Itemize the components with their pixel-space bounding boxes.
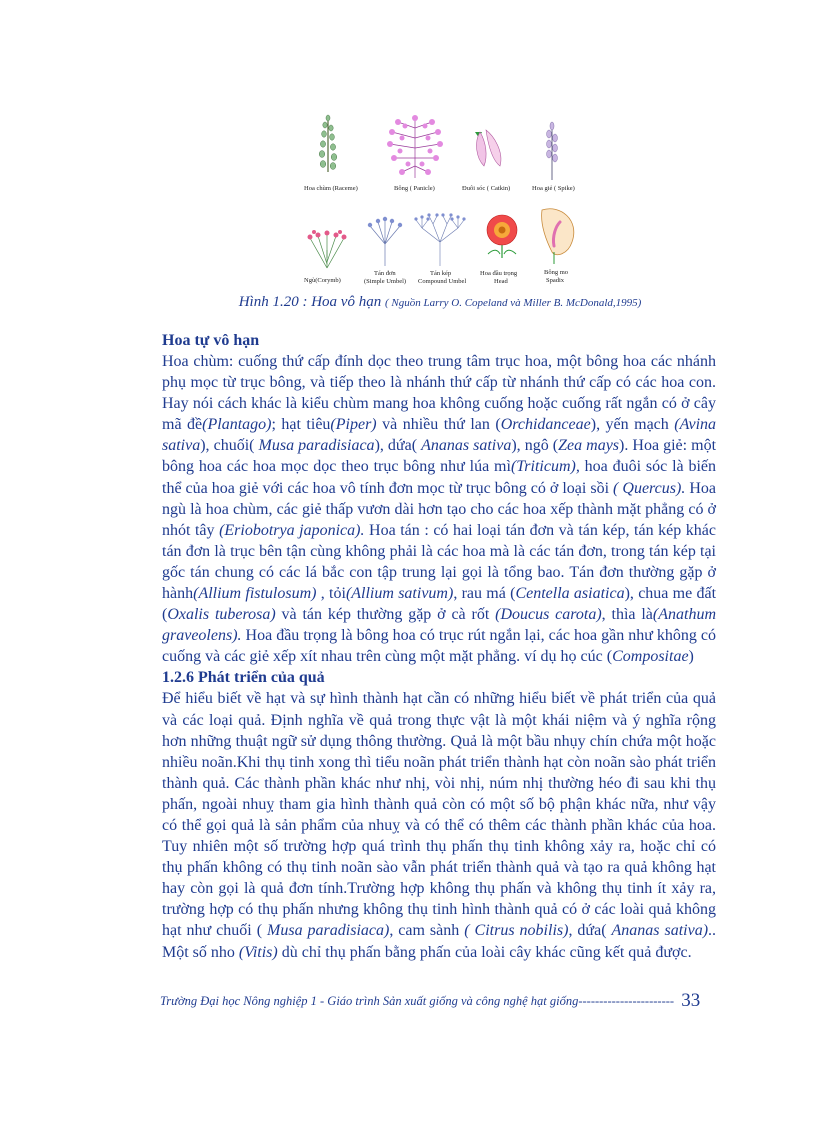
head-label: Hoa đầu trọng (480, 270, 518, 277)
raceme-drawing (319, 115, 337, 172)
head-drawing (487, 215, 517, 258)
figure-caption-title: Hình 1.20 : Hoa vô hạn (238, 294, 382, 310)
simple-umbel-label: Tán đơn (374, 270, 396, 277)
text-run: (Allium sativum) (345, 585, 454, 603)
text-run: Ananas sativa) (611, 922, 709, 940)
text-run: Compositae (612, 648, 689, 666)
text-run: , dứa( (568, 922, 612, 940)
text-run: hoa đuôi sóc là biến thể của hoa giẻ với các hoa vô tính đơn mọc từ trục bông có ở loại sồi (162, 458, 717, 497)
spike-drawing (547, 122, 558, 180)
text-run: ), chuối( (200, 437, 259, 455)
text-run: (Doucus carota) (495, 606, 602, 624)
text-run: ), yến mạch (590, 416, 675, 434)
text-run: (Anathum graveolens). (162, 606, 716, 645)
corymb-drawing (310, 234, 344, 268)
text-run: ), ngô ( (511, 437, 559, 455)
text-run: ), dứa( (374, 437, 422, 455)
text-run: , rau má ( (453, 585, 516, 603)
text-run: Zea mays (558, 437, 620, 455)
text-run: Oxalis tuberosa) (167, 606, 276, 624)
panicle-drawing (390, 118, 440, 178)
text-run: Musa paradisiaca (258, 437, 375, 455)
text-run: (Piper) (330, 416, 377, 434)
text-run: Hoa ngù là hoa chùm, các giẻ thấp vươn dài hơn tạo cho các hoa xếp thành mặt phẳng có ở nhót tây (162, 479, 717, 539)
section1-paragraph (162, 351, 716, 667)
text-run: Orchidanceae (500, 416, 591, 434)
head-label-en: Head (494, 278, 508, 285)
page-number: 33 (681, 990, 701, 1011)
section-heading-fruit-development: 1.2.6 Phát triển của quả (162, 669, 325, 687)
text-run: và nhiều thứ lan ( (376, 416, 501, 434)
simple-umbel-drawing (370, 220, 400, 266)
text-run: (Plantago) (202, 416, 272, 434)
section-heading-indefinite-inflorescence: Hoa tự vô hạn (162, 332, 260, 349)
spike-label: Hoa giẻ ( Spike) (532, 185, 575, 192)
figure-caption-source: ( Nguồn Larry O. Copeland và Miller B. McDonald,1995) (384, 297, 642, 309)
text-run: Hoa chùm: cuống thứ cấp đính dọc theo trung tâm trục hoa, một bông hoa các nhánh phụ mọc từ trục bông, và tiếp theo là nhánh thứ cấp từ nhánh thứ cấp có các hoa con. Hay nói cách khác là kiểu chùm mang hoa không cuống hoặc cuống rất ngắn có ở cây mã đề (162, 353, 716, 434)
text-run: Centella asiatica (515, 585, 625, 603)
spadix-label: Bông mo (544, 269, 569, 276)
panicle-label: Bông ( Panicle) (394, 185, 435, 192)
compound-umbel-label-en: Compound Umbel (418, 278, 467, 285)
text-run: , thìa là (601, 606, 653, 624)
text-run: (Allium fistulosum) (193, 585, 317, 603)
text-run: (Triticum), (510, 458, 580, 476)
text-run: , cam sành (389, 922, 465, 940)
text-run: Ananas sativa (421, 437, 512, 455)
spadix-label-en: Spadix (546, 277, 565, 284)
text-run: ( Quercus). (613, 479, 686, 497)
text-run: ), chua me đất ( (162, 585, 717, 624)
text-run: ) (688, 648, 694, 666)
text-run: Để hiểu biết về hạt và sự hình thành hạt cần có những hiểu biết về phát triển của quả và các loại quả. Định nghĩa về quả trong thực vật là một khái niệm và ý nghĩa rộng hơn những thuật ngữ sử dụng thông thường. Quả là một bầu nhụy chín chứa một hoặc nhiều noãn.Khi thụ tinh xong thì tiểu noãn phát triển thành hạt còn noãn sào phát triển thành quả. Các thành phần khác như nhị, vòi nhị, núm nhị thường héo đi sau khi thụ phấn, ngoài nhuỵ tham gia hình thành quả còn có một số bộ phận khác nữa, như vậy có thể gọi quả là sản phẩm của nhuỵ và có thể có thêm các thành phần khác của hoa. Tuy nhiên một số trường hợp quá trình thụ phấn thụ tinh không xảy ra, hoặc chỉ có thụ phấn không có thụ tinh noãn sào vẫn phát triển thành quả và tạo ra quả không hạt hay còn gọi là quả đơn tính.Trường hợp không thụ phấn và không thụ tinh ít xảy ra, trường hợp có thụ phấn nhưng không thụ tinh hình thành quả có ở các loài quả không hạt như chuối ( (162, 690, 716, 940)
inflorescence-illustration (290, 108, 590, 290)
page-body (162, 330, 716, 963)
text-run: ; hạt tiêu (271, 416, 331, 434)
text-run: ). Hoa giẻ: một bông hoa các hoa mọc dọc theo trục bông như lúa mì (162, 437, 717, 476)
footer-text: Trường Đại học Nông nghiệp 1 - Giáo trình Sản xuất giống và công nghệ hạt giống----------------------- (160, 994, 675, 1008)
text-run: Hoa tán : có hai loại tán đơn và tán kép, tán kép khác tán đơn là trục bên tận cùng không phải là các hoa mà là các tán đơn, trong tán kép tại gốc tán chung có các lá bắc con tập trung lại gọi là tổng bao. Tán đơn thường gặp ở hành (162, 521, 716, 603)
figure-caption (160, 294, 720, 311)
simple-umbel-label-en: (Simple Umbel) (364, 278, 407, 285)
compound-umbel-drawing (416, 216, 464, 266)
text-run: dù chỉ thụ phấn bằng phấn của loài cây khác cũng kết quả được. (277, 943, 692, 961)
raceme-label: Hoa chùm (Raceme) (304, 185, 358, 192)
inflorescence-figure (290, 108, 590, 290)
text-run: , tỏi (316, 585, 346, 603)
text-run: (Avina sativa (162, 416, 717, 455)
text-run: Hoa đầu trọng là bông hoa có trục rút ngắn lại, các hoa gần như không có cuống và các giẻ xếp xít nhau trên cùng một mặt phẳng. ví dụ họ cúc ( (162, 627, 716, 666)
text-run: Musa paradisiaca) (267, 922, 390, 940)
corymb-label: Ngù(Corymb) (304, 277, 341, 284)
text-run: và tán kép thường gặp ở cà rốt (275, 606, 496, 624)
spadix-drawing (542, 209, 574, 264)
catkin-drawing (475, 130, 501, 166)
text-run: (Eriobotrya japonica). (219, 521, 365, 539)
page-footer (160, 990, 720, 1012)
catkin-label: Đuôi sóc ( Catkin) (462, 185, 511, 192)
text-run: .. Một số nho (162, 922, 717, 961)
section2-paragraph (162, 688, 716, 962)
text-run: ( Citrus nobilis) (464, 922, 569, 940)
compound-umbel-label: Tán kép (430, 270, 452, 277)
text-run: (Vitis) (238, 943, 278, 961)
